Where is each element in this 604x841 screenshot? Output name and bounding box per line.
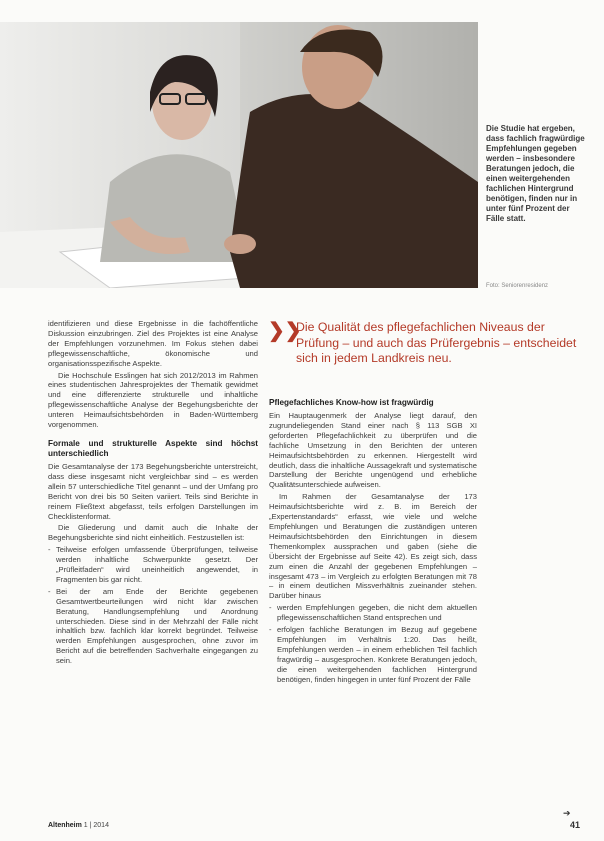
list-item: - erfolgen fachliche Beratungen im Bezug auf gegebene Empfehlungen im Verhältnis 1:20. Das heißt, Empfehlungen werden – in einem erheblichen Teil fachlich fragwürdig – ausgesprochen. Konkrete Beratungen jedoch, die einen weitergehenden fachlichen Hintergrund benötigen, finden hingegen in unter fünf Prozent der Fälle: [269, 625, 477, 684]
magazine-name: Altenheim: [48, 822, 82, 829]
pull-quote-text: Die Qualität des pflegefachlichen Niveaus der Prüfung – und auch das Prüfergebnis – entscheidet sich in jedem Landkreis neu.: [296, 320, 577, 365]
list-item: - werden Empfehlungen gegeben, die nicht dem aktuellen pflegewissenschaftlichen Stand entsprechen und: [269, 603, 477, 623]
paragraph: Die Hochschule Esslingen hat sich 2012/2013 im Rahmen eines studentischen Jahresprojektes der Thematik gewidmet und eine differenzierte strukturelle und inhaltliche pflegewissenschaftliche Analyse der Begehungsberichte der unteren Heimaufsichtsbehörden in Baden-Württemberg vorgenommen.: [48, 370, 258, 430]
article-photo: [0, 22, 478, 288]
page-number: 41: [570, 820, 581, 830]
paragraph: Die Gesamtanalyse der 173 Begehungsberichte unterstreicht, dass diese insgesamt nicht vergleichbar sind – es werden allein 57 unterschiedliche Titel genannt – und der Umfang pro Bericht von drei bis 50 Seiten variiert. Teils sind Berichte in reinem Fließtext abgefasst, teils erfolgen Darstellungen im Checklistenformat.: [48, 461, 258, 521]
photo-caption: Die Studie hat ergeben, dass fachlich fragwürdige Empfehlungen gegeben werden – insbesondere Beratungen jedoch, die einen weitergehenden fachlichen Hintergrund benötigen, finden nur in unter fünf Prozent der Fälle statt.: [486, 124, 585, 223]
column-left: [48, 319, 258, 668]
bullet-list: [269, 603, 477, 684]
paragraph: identifizieren und diese Ergebnisse in die fachöffentliche Diskussion einzubringen. Ziel des Projektes ist eine Analyse der Empfehlungen vorzunehmen. Im Fokus stehen dabei pflegewissenschaftliche, ökonomische und organisationsspezifische Aspekte.: [48, 319, 258, 368]
footer-magazine: [48, 822, 109, 829]
paragraph: Die Gliederung und damit auch die Inhalte der Begehungsberichte sind nicht einheitlich. Festzustellen ist:: [48, 523, 258, 543]
photo-illustration: [0, 22, 478, 288]
bullet-list: [48, 545, 258, 666]
paragraph: Im Rahmen der Gesamtanalyse der 173 Heimaufsichtsberichte wird z. B. im Bereich der „Expertenstandards“ erfasst, wie viele und welche Empfehlungen und Beratungen die zuständigen unteren Heimaufsichtsbehörden den Einrichtungen in diesem Themenkomplex aussprachen und gaben (siehe die Übersicht der Ergebnisse auf Seite 42). Es zeigt sich, dass zum einen die Anzahl der gegebenen Empfehlungen – insgesamt 473 – im Vergleich zu erfolgten Beratungen mit 78 – in einem deutlichen Missverhältnis zueinander stehen. Darüber hinaus: [269, 492, 477, 601]
column-right: [269, 398, 477, 686]
list-item: - Bei der am Ende der Berichte gegebenen Gesamtwertbeurteilungen wird nicht klar zwischen Beratung, Handlungsempfehlung und Anordnung unterschieden. Diese sind in der Mehrzahl der Fälle nicht inhaltlich bzw. fachlich klar korrekt begründet. Teilweise werden Empfehlungen ausgesprochen, ohne zuvor im Bericht auf die betreffenden Sachverhalte eingegangen zu sein.: [48, 587, 258, 666]
continue-arrow-icon: ➔: [563, 808, 571, 818]
list-item: - Teilweise erfolgen umfassende Überprüfungen, teilweise werden inhaltliche Schwerpunkte gesetzt. Der „Prüfleitfaden“ wird uneinheitlich angewendet, in Fragmenten bis gar nicht.: [48, 545, 258, 585]
pull-quote: [268, 320, 578, 367]
paragraph: Ein Hauptaugenmerk der Analyse liegt darauf, den zugrundeliegenden Stand einer nach § 113 SGB XI geforderten Pflegefachlichkeit zu überprüfen und die fachliche Umsetzung in den Berichten der unteren Heimaufsichtsbehörden zu erkennen. Hiergestellt wird deutlich, dass die inhaltliche Aussagekraft und systematische Darstellung der Berichte ungenügend und erhebliche Qualitätsunterschiede aufweisen.: [269, 411, 477, 490]
section-heading: Formale und strukturelle Aspekte sind höchst unterschiedlich: [48, 438, 258, 458]
photo-credit: Foto: Seniorenresidenz: [486, 283, 549, 289]
section-heading: Pflegefachliches Know-how ist fragwürdig: [269, 398, 434, 407]
quote-chevron-icon: ❯❯: [268, 320, 302, 342]
issue-number: 1 | 2014: [83, 822, 109, 829]
